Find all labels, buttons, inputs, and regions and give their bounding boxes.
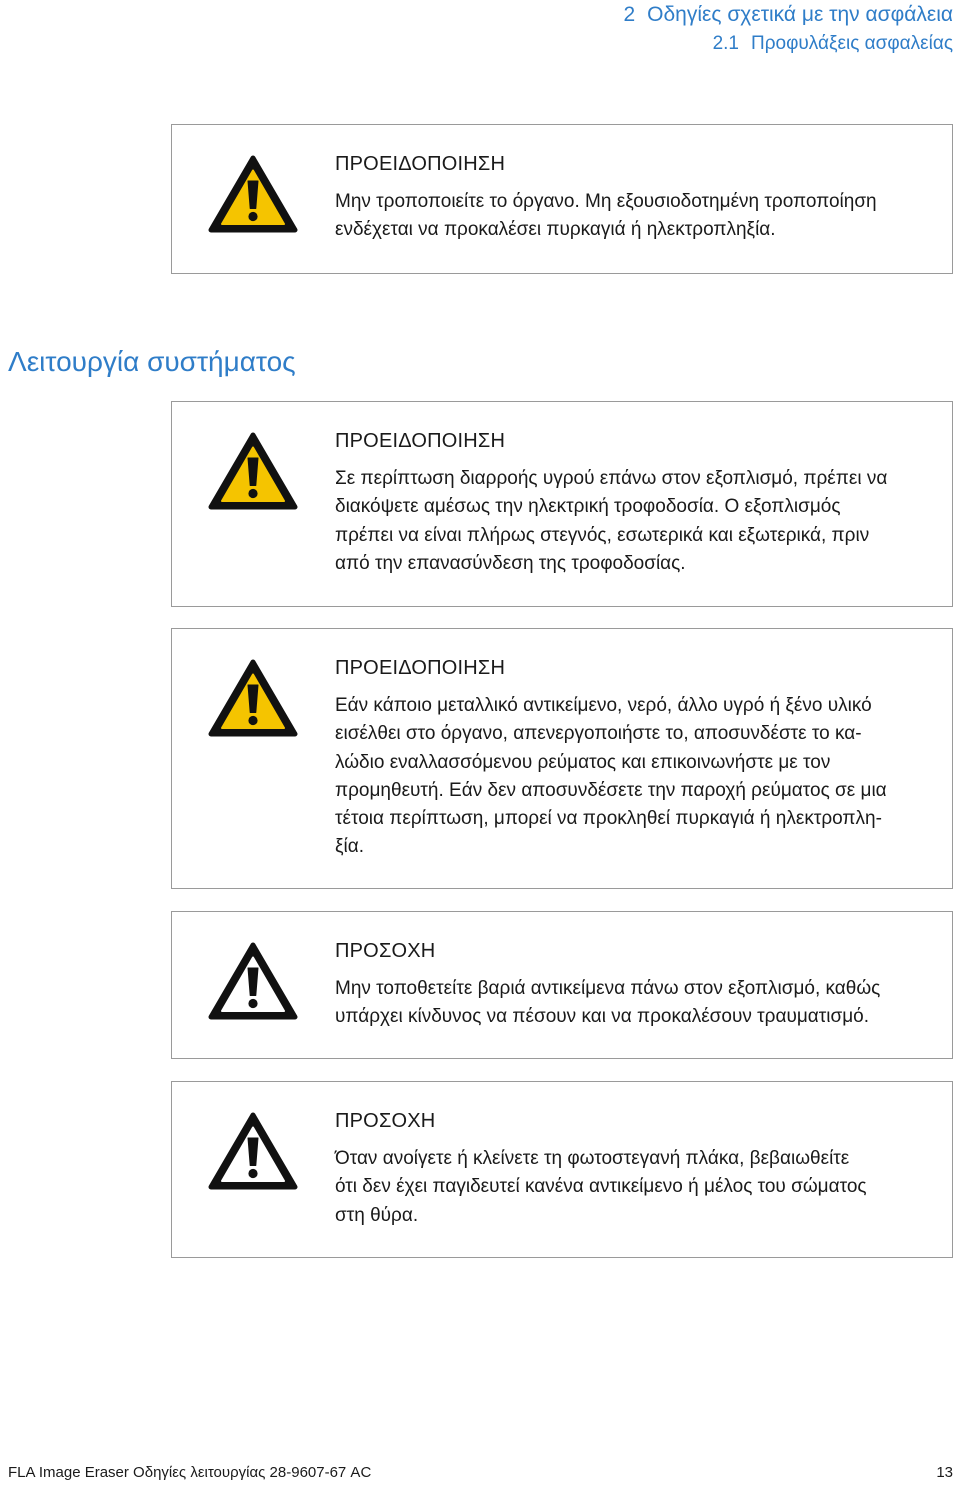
- notice-text-line: Μην τοποθετείτε βαριά αντικείμενα πάνω στον εξοπλισμό, καθώς: [335, 978, 881, 999]
- notice-text-line: Σε περίπτωση διαρροής υγρού επάνω στον εξοπλισμό, πρέπει να: [335, 468, 888, 489]
- section-header: [713, 32, 953, 56]
- warning-icon: [208, 659, 298, 737]
- section-heading: Λειτουργία συστήματος: [8, 346, 296, 377]
- notice-text-line: προμηθευτή. Εάν δεν αποσυνδέσετε την παροχή ρεύματος σε μια: [335, 779, 887, 801]
- footer-document-title: FLA Image Eraser Οδηγίες λειτουργίας 28-9607-67 AC: [8, 1464, 372, 1481]
- warning-notice-foreign-object: [171, 628, 953, 889]
- notice-title: ΠΡΟΣΟΧΗ: [335, 940, 436, 962]
- notice-text-line: ενδέχεται να προκαλέσει πυρκαγιά ή ηλεκτροπληξία.: [335, 219, 776, 241]
- notice-text-line: διακόψετε αμέσως την ηλεκτρική τροφοδοσία. Ο εξοπλισμός: [335, 496, 841, 518]
- notice-title: ΠΡΟΕΙΔΟΠΟΙΗΣΗ: [335, 657, 506, 679]
- notice-content: [335, 654, 887, 862]
- notice-text-line: ότι δεν έχει παγιδευτεί κανένα αντικείμενο ή μέλος του σώματος: [335, 1176, 867, 1198]
- notice-text-line: τέτοια περίπτωση, μπορεί να προκληθεί πυρκαγιά ή ηλεκτροπλη-: [335, 808, 882, 830]
- caution-icon: [208, 942, 298, 1020]
- warning-icon: [208, 432, 298, 510]
- notice-content: [335, 427, 887, 578]
- notice-text-line: εισέλθει στο όργανο, απενεργοποιήστε το, αποσυνδέστε το κα-: [335, 723, 862, 745]
- notice-title: ΠΡΟΣΟΧΗ: [335, 1110, 436, 1132]
- section-number: 2.1: [712, 33, 739, 54]
- notice-text-line: Εάν κάποιο μεταλλικό αντικείμενο, νερό, άλλο υγρό ή ξένο υλικό: [335, 695, 872, 716]
- caution-notice-heavy-objects: [171, 911, 953, 1059]
- warning-notice-liquid-spill: [171, 401, 953, 607]
- notice-content: [335, 937, 880, 1032]
- notice-text-line: ξία.: [335, 836, 364, 858]
- warning-icon: [208, 155, 298, 233]
- notice-text-line: Όταν ανοίγετε ή κλείνετε τη φωτοστεγανή πλάκα, βεβαιωθείτε: [335, 1148, 850, 1169]
- notice-text-line: από την επανασύνδεση της τροφοδοσίας.: [335, 552, 686, 574]
- notice-content: [335, 1107, 867, 1230]
- warning-notice-modification: [171, 124, 953, 274]
- chapter-title: Οδηγίες σχετικά με την ασφάλεια: [647, 3, 953, 26]
- notice-text-line: Μην τροποποιείτε το όργανο. Μη εξουσιοδοτημένη τροποποίηση: [335, 191, 877, 212]
- notice-text-line: πρέπει να είναι πλήρως στεγνός, εσωτερικά και εξωτερικά, πριν: [335, 524, 870, 546]
- notice-text-line: υπάρχει κίνδυνος να πέσουν και να προκαλέσουν τραυματισμό.: [335, 1006, 870, 1028]
- notice-content: [335, 150, 877, 245]
- chapter-number: 2: [623, 3, 636, 26]
- caution-icon: [208, 1112, 298, 1190]
- chapter-header: [623, 2, 953, 28]
- notice-text-line: λώδιο εναλλασσόμενου ρεύματος και επικοινωνήστε με τον: [335, 751, 831, 773]
- caution-notice-lightproof-plate: [171, 1081, 953, 1258]
- notice-title: ΠΡΟΕΙΔΟΠΟΙΗΣΗ: [335, 430, 506, 452]
- page-number: 13: [936, 1464, 953, 1481]
- notice-title: ΠΡΟΕΙΔΟΠΟΙΗΣΗ: [335, 153, 506, 175]
- notice-text-line: στη θύρα.: [335, 1204, 419, 1226]
- section-title: Προφυλάξεις ασφαλείας: [751, 33, 953, 54]
